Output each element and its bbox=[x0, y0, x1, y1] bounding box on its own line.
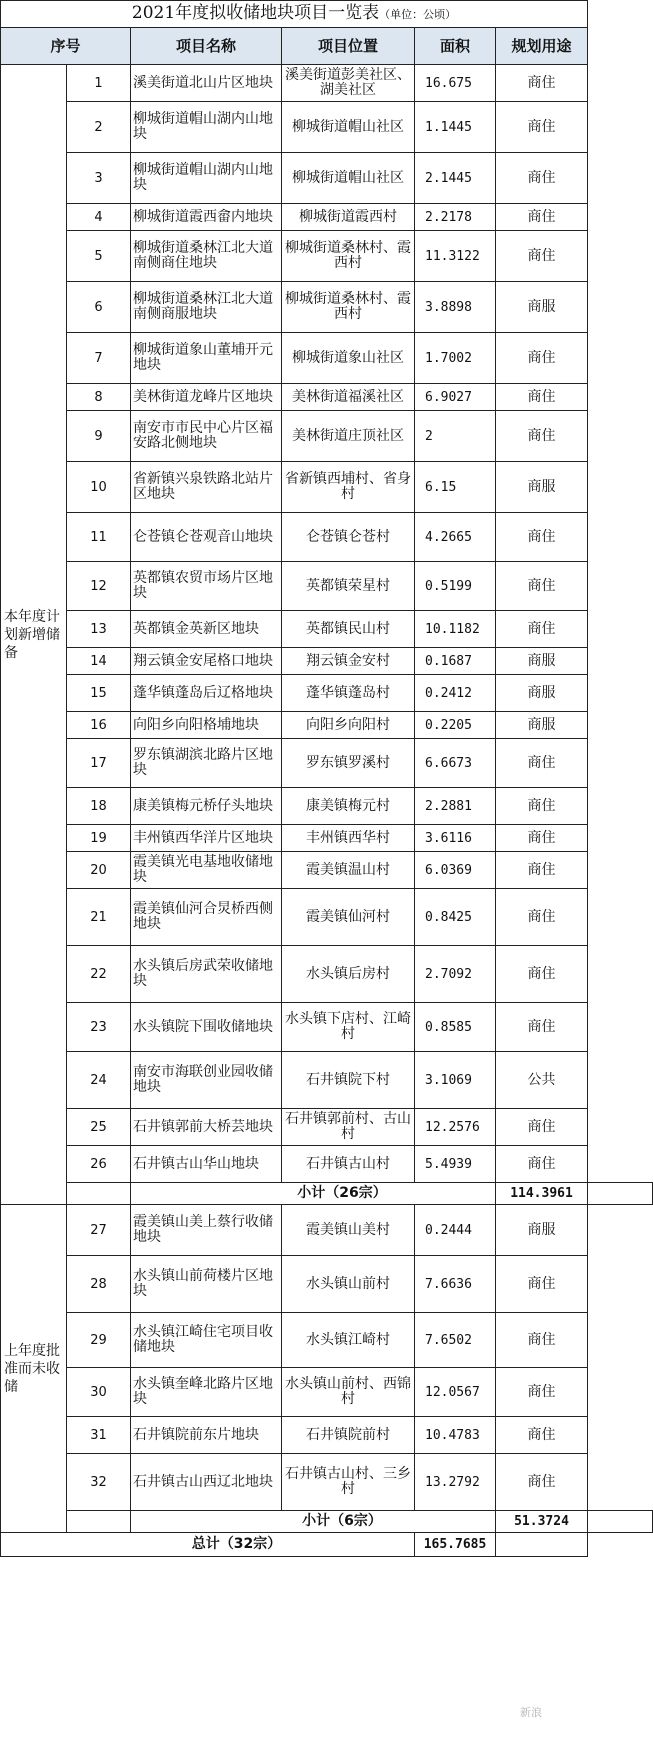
project-name: 柳城街道帽山湖内山地块 bbox=[131, 153, 282, 204]
row-number: 17 bbox=[67, 739, 131, 788]
table-row bbox=[1, 204, 653, 231]
project-name: 水头镇后房武荣收储地块 bbox=[131, 946, 282, 1003]
row-number: 10 bbox=[67, 462, 131, 513]
project-location: 水头镇山前村 bbox=[282, 1256, 415, 1313]
row-number: 26 bbox=[67, 1146, 131, 1183]
project-area: 0.2205 bbox=[415, 712, 496, 739]
project-name: 康美镇梅元桥仔头地块 bbox=[131, 788, 282, 825]
project-name: 水头镇江崎住宅项目收储地块 bbox=[131, 1313, 282, 1368]
project-name: 南安市市民中心片区福安路北侧地块 bbox=[131, 411, 282, 462]
project-location: 美林街道福溪社区 bbox=[282, 384, 415, 411]
project-name: 霞美镇山美上蔡行收储地块 bbox=[131, 1205, 282, 1256]
project-name: 柳城街道帽山湖内山地块 bbox=[131, 102, 282, 153]
table-title bbox=[1, 1, 588, 28]
row-number: 6 bbox=[67, 282, 131, 333]
project-area: 0.5199 bbox=[415, 562, 496, 611]
project-location: 霞美镇温山村 bbox=[282, 852, 415, 889]
project-location: 溪美街道彭美社区、湖美社区 bbox=[282, 65, 415, 102]
unit-text: （单位：公顷） bbox=[379, 8, 457, 21]
planned-use: 商住 bbox=[496, 1313, 588, 1368]
project-location: 霞美镇山美村 bbox=[282, 1205, 415, 1256]
table-row bbox=[1, 1454, 653, 1511]
row-number: 32 bbox=[67, 1454, 131, 1511]
planned-use: 商住 bbox=[496, 333, 588, 384]
row-number: 16 bbox=[67, 712, 131, 739]
project-area: 10.1182 bbox=[415, 611, 496, 648]
table-row bbox=[1, 712, 653, 739]
project-area: 1.1445 bbox=[415, 102, 496, 153]
table-row bbox=[1, 384, 653, 411]
planned-use: 商住 bbox=[496, 825, 588, 852]
table-row bbox=[1, 1052, 653, 1109]
project-area: 2 bbox=[415, 411, 496, 462]
project-location: 水头镇山前村、西锦村 bbox=[282, 1368, 415, 1417]
project-location: 丰州镇西华村 bbox=[282, 825, 415, 852]
row-number: 24 bbox=[67, 1052, 131, 1109]
subtotal-row-2-empty bbox=[588, 1511, 653, 1533]
project-name: 柳城街道桑林江北大道南侧商服地块 bbox=[131, 282, 282, 333]
row-number: 12 bbox=[67, 562, 131, 611]
project-location: 美林街道庄顶社区 bbox=[282, 411, 415, 462]
planned-use: 商服 bbox=[496, 675, 588, 712]
header-use: 规划用途 bbox=[496, 28, 588, 65]
row-number: 15 bbox=[67, 675, 131, 712]
project-area: 7.6636 bbox=[415, 1256, 496, 1313]
project-location: 石井镇院下村 bbox=[282, 1052, 415, 1109]
row-number: 28 bbox=[67, 1256, 131, 1313]
table-row bbox=[1, 1368, 653, 1417]
planned-use: 商住 bbox=[496, 102, 588, 153]
project-location: 水头镇下店村、江崎村 bbox=[282, 1003, 415, 1052]
planned-use: 商住 bbox=[496, 1003, 588, 1052]
row-number: 21 bbox=[67, 889, 131, 946]
project-location: 柳城街道桑林村、霞西村 bbox=[282, 231, 415, 282]
project-area: 2.1445 bbox=[415, 153, 496, 204]
project-name: 霞美镇仙河合炅桥西侧地块 bbox=[131, 889, 282, 946]
project-name: 英都镇农贸市场片区地块 bbox=[131, 562, 282, 611]
project-name: 柳城街道霞西畲内地块 bbox=[131, 204, 282, 231]
project-name: 省新镇兴泉铁路北站片区地块 bbox=[131, 462, 282, 513]
project-area: 2.2881 bbox=[415, 788, 496, 825]
project-location: 柳城街道象山社区 bbox=[282, 333, 415, 384]
table-row bbox=[1, 102, 653, 153]
row-number: 25 bbox=[67, 1109, 131, 1146]
row-number: 18 bbox=[67, 788, 131, 825]
planned-use: 商住 bbox=[496, 153, 588, 204]
project-name: 溪美街道北山片区地块 bbox=[131, 65, 282, 102]
planned-use: 商住 bbox=[496, 739, 588, 788]
title-text: 2021年度拟收储地块项目一览表 bbox=[131, 3, 380, 23]
project-location: 柳城街道帽山社区 bbox=[282, 153, 415, 204]
row-number: 8 bbox=[67, 384, 131, 411]
table-row bbox=[1, 1003, 653, 1052]
table-row bbox=[1, 648, 653, 675]
project-area: 12.2576 bbox=[415, 1109, 496, 1146]
group-spacer bbox=[67, 1183, 131, 1205]
project-name: 水头镇山前荷楼片区地块 bbox=[131, 1256, 282, 1313]
row-number: 1 bbox=[67, 65, 131, 102]
planned-use: 商住 bbox=[496, 1417, 588, 1454]
planned-use: 商住 bbox=[496, 788, 588, 825]
planned-use: 商住 bbox=[496, 1256, 588, 1313]
project-location: 柳城街道桑林村、霞西村 bbox=[282, 282, 415, 333]
total-row-value: 165.7685 bbox=[415, 1533, 496, 1557]
watermark: 新浪 bbox=[520, 1706, 542, 1719]
subtotal-row-2 bbox=[1, 1511, 653, 1533]
table-row bbox=[1, 852, 653, 889]
subtotal-row-1-value: 114.3961 bbox=[496, 1183, 588, 1205]
project-location: 向阳乡向阳村 bbox=[282, 712, 415, 739]
project-area: 0.2444 bbox=[415, 1205, 496, 1256]
table-row bbox=[1, 562, 653, 611]
project-name: 丰州镇西华洋片区地块 bbox=[131, 825, 282, 852]
project-name: 石井镇郭前大桥芸地块 bbox=[131, 1109, 282, 1146]
project-area: 0.2412 bbox=[415, 675, 496, 712]
row-number: 11 bbox=[67, 513, 131, 562]
project-location: 石井镇郭前村、古山村 bbox=[282, 1109, 415, 1146]
subtotal-row-1-label: 小计（26宗） bbox=[131, 1183, 496, 1205]
project-area: 2.2178 bbox=[415, 204, 496, 231]
project-area: 12.0567 bbox=[415, 1368, 496, 1417]
table-row bbox=[1, 1417, 653, 1454]
planned-use: 商住 bbox=[496, 1146, 588, 1183]
total-row-label: 总计（32宗） bbox=[1, 1533, 415, 1557]
project-area: 6.0369 bbox=[415, 852, 496, 889]
planned-use: 商住 bbox=[496, 852, 588, 889]
project-area: 1.7002 bbox=[415, 333, 496, 384]
project-area: 6.15 bbox=[415, 462, 496, 513]
total-row-empty bbox=[496, 1533, 588, 1557]
project-location: 蓬华镇蓬岛村 bbox=[282, 675, 415, 712]
subtotal-row-1 bbox=[1, 1183, 653, 1205]
row-number: 19 bbox=[67, 825, 131, 852]
table-row bbox=[1, 1205, 653, 1256]
project-name: 石井镇古山华山地块 bbox=[131, 1146, 282, 1183]
group-label-new: 本年度计划新增储备 bbox=[1, 65, 67, 1205]
planned-use: 商服 bbox=[496, 462, 588, 513]
project-location: 罗东镇罗溪村 bbox=[282, 739, 415, 788]
project-area: 13.2792 bbox=[415, 1454, 496, 1511]
row-number: 13 bbox=[67, 611, 131, 648]
project-name: 蓬华镇蓬岛后辽格地块 bbox=[131, 675, 282, 712]
planned-use: 商住 bbox=[496, 1454, 588, 1511]
table-row bbox=[1, 889, 653, 946]
project-name: 翔云镇金安尾格口地块 bbox=[131, 648, 282, 675]
project-location: 英都镇民山村 bbox=[282, 611, 415, 648]
project-name: 南安市海联创业园收储地块 bbox=[131, 1052, 282, 1109]
project-area: 7.6502 bbox=[415, 1313, 496, 1368]
project-area: 0.8585 bbox=[415, 1003, 496, 1052]
planned-use: 商住 bbox=[496, 889, 588, 946]
planned-use: 公共 bbox=[496, 1052, 588, 1109]
planned-use: 商住 bbox=[496, 204, 588, 231]
planned-use: 商住 bbox=[496, 562, 588, 611]
project-name: 美林街道龙峰片区地块 bbox=[131, 384, 282, 411]
project-location: 仑苍镇仑苍村 bbox=[282, 513, 415, 562]
project-name: 柳城街道桑林江北大道南侧商住地块 bbox=[131, 231, 282, 282]
project-area: 2.7092 bbox=[415, 946, 496, 1003]
planned-use: 商住 bbox=[496, 946, 588, 1003]
row-number: 29 bbox=[67, 1313, 131, 1368]
project-area: 6.6673 bbox=[415, 739, 496, 788]
table-row bbox=[1, 65, 653, 102]
header-area: 面积 bbox=[415, 28, 496, 65]
table-row bbox=[1, 411, 653, 462]
project-area: 5.4939 bbox=[415, 1146, 496, 1183]
project-location: 英都镇荣星村 bbox=[282, 562, 415, 611]
row-number: 30 bbox=[67, 1368, 131, 1417]
project-location: 柳城街道霞西村 bbox=[282, 204, 415, 231]
project-name: 石井镇院前东片地块 bbox=[131, 1417, 282, 1454]
table-row bbox=[1, 231, 653, 282]
project-location: 石井镇古山村、三乡村 bbox=[282, 1454, 415, 1511]
project-location: 水头镇后房村 bbox=[282, 946, 415, 1003]
project-location: 水头镇江崎村 bbox=[282, 1313, 415, 1368]
table-row bbox=[1, 1313, 653, 1368]
project-area: 10.4783 bbox=[415, 1417, 496, 1454]
project-area: 11.3122 bbox=[415, 231, 496, 282]
table-row bbox=[1, 739, 653, 788]
row-number: 5 bbox=[67, 231, 131, 282]
project-name: 向阳乡向阳格埔地块 bbox=[131, 712, 282, 739]
project-name: 英都镇金英新区地块 bbox=[131, 611, 282, 648]
project-area: 6.9027 bbox=[415, 384, 496, 411]
group-spacer bbox=[67, 1511, 131, 1533]
group-label-carry: 上年度批准而未收储 bbox=[1, 1205, 67, 1533]
row-number: 2 bbox=[67, 102, 131, 153]
row-number: 27 bbox=[67, 1205, 131, 1256]
project-name: 罗东镇湖滨北路片区地块 bbox=[131, 739, 282, 788]
row-number: 7 bbox=[67, 333, 131, 384]
project-location: 省新镇西埔村、省身村 bbox=[282, 462, 415, 513]
row-number: 14 bbox=[67, 648, 131, 675]
header-seq: 序号 bbox=[1, 28, 131, 65]
table-row bbox=[1, 675, 653, 712]
table-row bbox=[1, 1256, 653, 1313]
total-row bbox=[1, 1533, 653, 1557]
project-area: 3.6116 bbox=[415, 825, 496, 852]
planned-use: 商服 bbox=[496, 648, 588, 675]
subtotal-row-1-empty bbox=[588, 1183, 653, 1205]
subtotal-row-2-label: 小计（6宗） bbox=[131, 1511, 496, 1533]
row-number: 22 bbox=[67, 946, 131, 1003]
subtotal-row-2-value: 51.3724 bbox=[496, 1511, 588, 1533]
table-row bbox=[1, 788, 653, 825]
project-location: 翔云镇金安村 bbox=[282, 648, 415, 675]
project-name: 水头镇奎峰北路片区地块 bbox=[131, 1368, 282, 1417]
planned-use: 商服 bbox=[496, 1205, 588, 1256]
table-row bbox=[1, 333, 653, 384]
table-row bbox=[1, 611, 653, 648]
header-row bbox=[1, 28, 653, 65]
header-location: 项目位置 bbox=[282, 28, 415, 65]
project-name: 石井镇古山西辽北地块 bbox=[131, 1454, 282, 1511]
project-area: 0.8425 bbox=[415, 889, 496, 946]
project-area: 0.1687 bbox=[415, 648, 496, 675]
header-name: 项目名称 bbox=[131, 28, 282, 65]
planned-use: 商住 bbox=[496, 411, 588, 462]
row-number: 23 bbox=[67, 1003, 131, 1052]
table-row bbox=[1, 513, 653, 562]
project-location: 康美镇梅元村 bbox=[282, 788, 415, 825]
table-row bbox=[1, 1109, 653, 1146]
planned-use: 商住 bbox=[496, 231, 588, 282]
planned-use: 商住 bbox=[496, 513, 588, 562]
table-row bbox=[1, 462, 653, 513]
planned-use: 商住 bbox=[496, 65, 588, 102]
planned-use: 商住 bbox=[496, 1368, 588, 1417]
planned-use: 商服 bbox=[496, 712, 588, 739]
project-area: 3.8898 bbox=[415, 282, 496, 333]
table-row bbox=[1, 1146, 653, 1183]
project-area: 3.1069 bbox=[415, 1052, 496, 1109]
project-location: 石井镇古山村 bbox=[282, 1146, 415, 1183]
planned-use: 商住 bbox=[496, 611, 588, 648]
project-location: 石井镇院前村 bbox=[282, 1417, 415, 1454]
project-name: 仑苍镇仑苍观音山地块 bbox=[131, 513, 282, 562]
project-name: 霞美镇光电基地收储地块 bbox=[131, 852, 282, 889]
row-number: 9 bbox=[67, 411, 131, 462]
table-row bbox=[1, 946, 653, 1003]
project-name: 水头镇院下围收储地块 bbox=[131, 1003, 282, 1052]
row-number: 3 bbox=[67, 153, 131, 204]
row-number: 31 bbox=[67, 1417, 131, 1454]
project-area: 4.2665 bbox=[415, 513, 496, 562]
project-area: 16.675 bbox=[415, 65, 496, 102]
row-number: 20 bbox=[67, 852, 131, 889]
row-number: 4 bbox=[67, 204, 131, 231]
table-row bbox=[1, 825, 653, 852]
planned-use: 商住 bbox=[496, 1109, 588, 1146]
project-location: 霞美镇仙河村 bbox=[282, 889, 415, 946]
project-location: 柳城街道帽山社区 bbox=[282, 102, 415, 153]
table-row bbox=[1, 153, 653, 204]
table-row bbox=[1, 282, 653, 333]
project-name: 柳城街道象山董埔开元地块 bbox=[131, 333, 282, 384]
planned-use: 商住 bbox=[496, 384, 588, 411]
planned-use: 商服 bbox=[496, 282, 588, 333]
